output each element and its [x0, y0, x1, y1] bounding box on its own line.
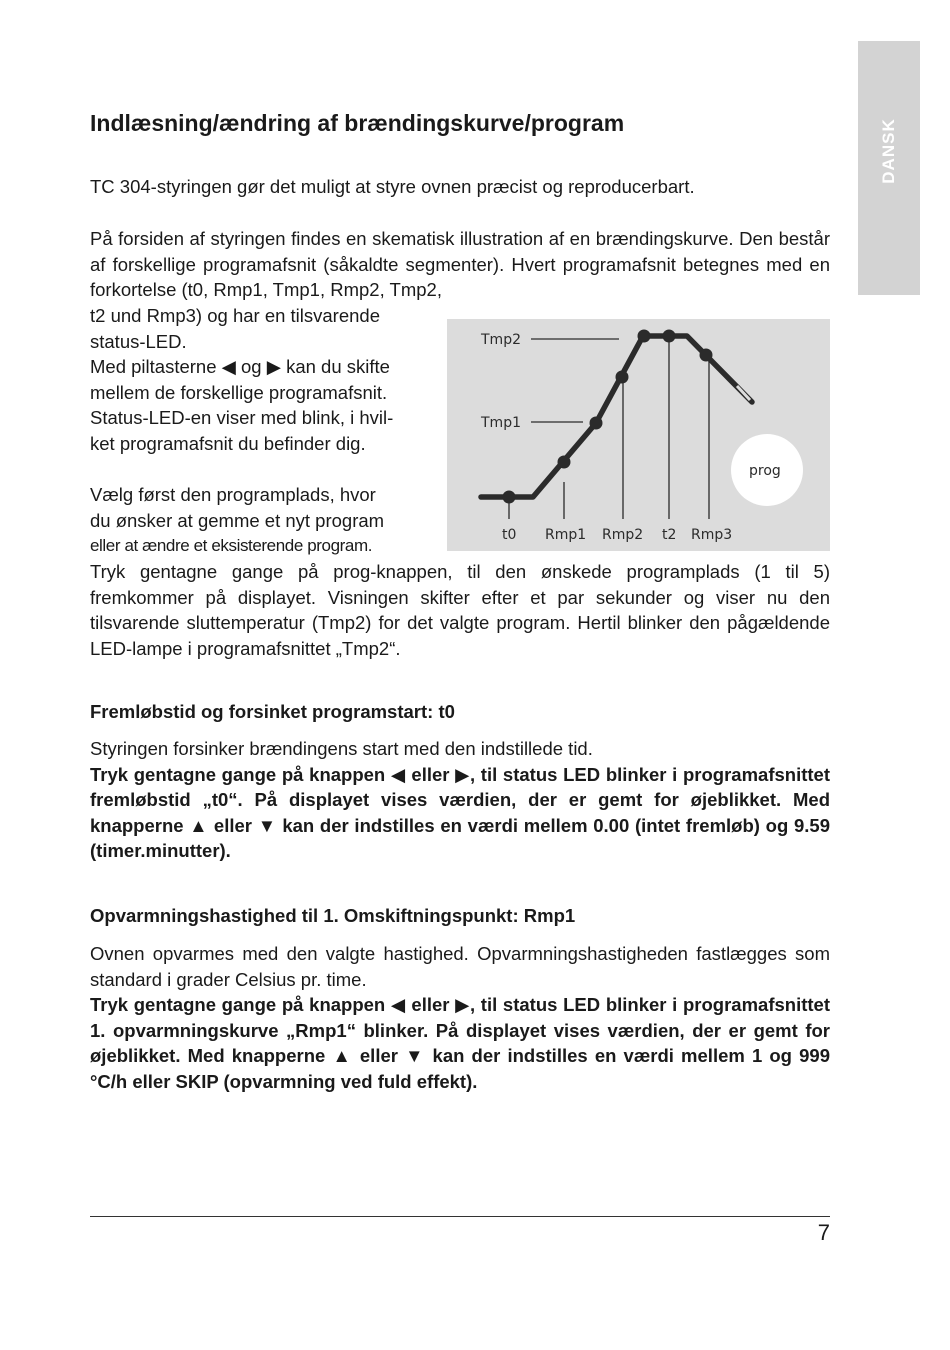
- side-line: t2 und Rmp3) og har en tilsvarende: [90, 305, 381, 326]
- section-body-rmp1: [90, 941, 830, 1095]
- section-body-t0: [90, 736, 830, 864]
- side-line: Med piltasterne ◀ og ▶ kan du skifte: [90, 356, 390, 378]
- section-instruction-text: Tryk gentagne gange på knappen ◀ eller ▶, til status LED blinker i programafsnittet fremløbstid „t0“. På displayet vises værdien, der er gemt for øjeblikket. Med knapperne ▲ eller ▼ kan der indstilles en værdi mellem 0.00 (intet fremløb) og 9.59 (timer.minutter).: [90, 763, 830, 862]
- label-tmp1: Tmp1: [481, 415, 521, 431]
- firing-curve-illustration: [447, 319, 830, 551]
- page-number: 7: [817, 1220, 830, 1245]
- led-t2: [663, 330, 676, 343]
- side-line: eller at ændre et eksisterende program.: [90, 536, 373, 556]
- led-tmp1: [590, 417, 603, 430]
- led-t0: [503, 491, 516, 504]
- footer-divider: [90, 1216, 830, 1217]
- firing-curve-line: [481, 336, 752, 497]
- side-line: Status-LED-en viser med blink, i hvil-: [90, 407, 394, 429]
- led-rmp3: [700, 349, 713, 362]
- led-rmp2: [616, 371, 629, 384]
- side-line: ket programafsnit du befinder dig.: [90, 432, 366, 454]
- paragraph-prog-button: Tryk gentagne gange på prog-knappen, til den ønskede programplads (1 til 5) fremkommer på displayet. Visningen skifter efter et par sekunder og viser nu den tilsvarende sluttemperatur (Tmp2) for det valgte program. Hertil blinker den pågældende LED-lampe i programafsnittet „Tmp2“.: [90, 561, 830, 659]
- label-rmp2: Rmp2: [602, 527, 644, 543]
- label-rmp1: Rmp1: [545, 527, 587, 543]
- intro-paragraph: TC 304-styringen gør det muligt at styre ovnen præcist og reproducerbart.: [90, 176, 695, 197]
- label-prog: prog: [749, 463, 781, 479]
- section-normal-text: Styringen forsinker brændingens start med den indstillede tid.: [90, 738, 593, 759]
- language-label: DANSK: [879, 118, 898, 184]
- led-tmp2: [638, 330, 651, 343]
- side-line: du ønsker at gemme et nyt program: [90, 509, 385, 531]
- section-instruction-text: Tryk gentagne gange på knappen ◀ eller ▶, til status LED blinker i programafsnittet 1. opvarmningskurve „Rmp1“ blinker. På displayet vises værdien, der er gemt for øjeblikket. Med knapperne ▲ eller ▼ kan der indstilles en værdi mellem 1 og 999 °C/h eller SKIP (opvarmning ved fuld effekt).: [90, 994, 830, 1092]
- language-side-tab: [858, 41, 920, 295]
- side-line: mellem de forskellige programafsnit.: [90, 381, 388, 403]
- side-text-segments: [90, 303, 420, 457]
- side-text-program-slot: [90, 482, 430, 559]
- led-rmp1: [558, 456, 571, 469]
- firing-curve-svg: [447, 319, 830, 551]
- side-line: Vælg først den programplads, hvor: [90, 484, 376, 505]
- side-line: status-LED.: [90, 330, 187, 352]
- paragraph-curve-description: På forsiden af styringen findes en skematisk illustration af en brændingskurve. Den består af forskellige programafsnit (såkaldte segmenter). Hvert programafsnit betegnes med en forkortelse (t0, Rmp1, Tmp1, Rmp2, Tmp2,: [90, 228, 830, 301]
- curve-dash-gap: [737, 386, 750, 400]
- section-normal-text: Ovnen opvarmes med den valgte hastighed. Opvarmningshastigheden fastlægges som standard i grader Celsius pr. time.: [90, 943, 830, 990]
- label-t0: t0: [502, 527, 517, 543]
- label-t2: t2: [662, 527, 677, 543]
- label-tmp2: Tmp2: [481, 332, 521, 348]
- section-heading-rmp1: Opvarmningshastighed til 1. Omskiftningspunkt: Rmp1: [90, 905, 576, 926]
- section-heading-t0: Fremløbstid og forsinket programstart: t0: [90, 701, 455, 722]
- label-rmp3: Rmp3: [691, 527, 733, 543]
- page-title: Indlæsning/ændring af brændingskurve/program: [90, 110, 625, 136]
